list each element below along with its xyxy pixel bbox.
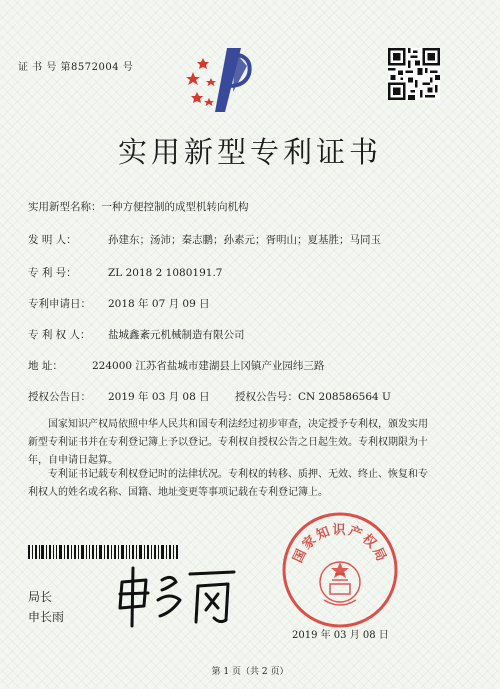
handwritten-signature — [110, 560, 240, 630]
field-inventors — [28, 232, 381, 247]
field-label: 发 明 人： — [28, 234, 77, 246]
field-label: 专 利 号： — [28, 267, 77, 279]
field-value: 一种方便控制的成型机转向机构 — [101, 201, 249, 213]
patent-office-logo — [183, 40, 263, 120]
field-label: 地 址： — [28, 360, 63, 372]
field-value: CN 208586564 U — [298, 391, 391, 403]
field-label: 授权公告日： — [28, 391, 91, 403]
document-title: 实用新型专利证书 — [117, 135, 382, 169]
field-value: 2019 年 03 月 08 日 — [108, 391, 210, 403]
seal-date: 2019 年 03 月 08 日 — [292, 630, 389, 641]
field-patentee — [28, 327, 245, 342]
field-value: ZL 2018 2 1080191.7 — [108, 267, 223, 279]
paragraph-line: 专利证书记载专利权登记时的法律状况。专利权的转移、质押、无效、终止、恢复和专 — [48, 469, 428, 480]
legal-status-paragraph — [28, 466, 468, 502]
barcode-icon — [28, 545, 178, 559]
field-value: 盐城鑫紊元机械制造有限公司 — [108, 329, 245, 341]
field-address — [28, 358, 324, 373]
field-value: 2018 年 07 月 09 日 — [108, 298, 210, 310]
grant-statement-paragraph — [28, 416, 468, 470]
field-grant-number — [235, 389, 391, 404]
director-title-label: 局长 — [28, 590, 53, 604]
paragraph-line: 利权人的姓名或名称、国籍、地址变更等事项记载在专利登记簿上。 — [28, 487, 328, 498]
field-label: 专 利 权 人： — [28, 329, 91, 341]
svg-text:国家知识产权局 — [290, 522, 390, 565]
paragraph-line: 新型专利证书并在专利登记簿上予以登记。专利权自授权公告之日起生效。专利权期限为十 — [28, 437, 428, 448]
field-patent-number — [28, 265, 222, 280]
field-filing-date — [28, 296, 210, 311]
director-name-label: 申长雨 — [28, 610, 65, 624]
field-label: 实用新型名称： — [28, 201, 102, 213]
field-value: 孙建东；汤沛；秦志鹏；孙素元；胥明山；夏基胜；马同玉 — [108, 234, 381, 246]
field-value: 224000 江苏省盐城市建湖县上冈镇产业园纬三路 — [92, 360, 325, 372]
paragraph-line: 国家知识产权局依照中华人民共和国专利法经过初步审查，决定授予专利权，颁发实用 — [48, 419, 428, 430]
paragraph-line: 年，自申请日起算。 — [28, 455, 118, 466]
field-grant-date — [28, 389, 210, 404]
qr-code-icon — [388, 48, 440, 100]
field-label: 专利申请日： — [28, 298, 91, 310]
certificate-number: 证 书 号 第8572004 号 — [18, 62, 134, 73]
seal-text: 国家知识产权局 — [290, 523, 390, 566]
field-utility-model-name — [28, 199, 249, 214]
page-number: 第 1 页（共 2 页） — [211, 667, 289, 677]
field-label: 授权公告号： — [235, 391, 298, 403]
official-seal-icon — [280, 510, 400, 630]
